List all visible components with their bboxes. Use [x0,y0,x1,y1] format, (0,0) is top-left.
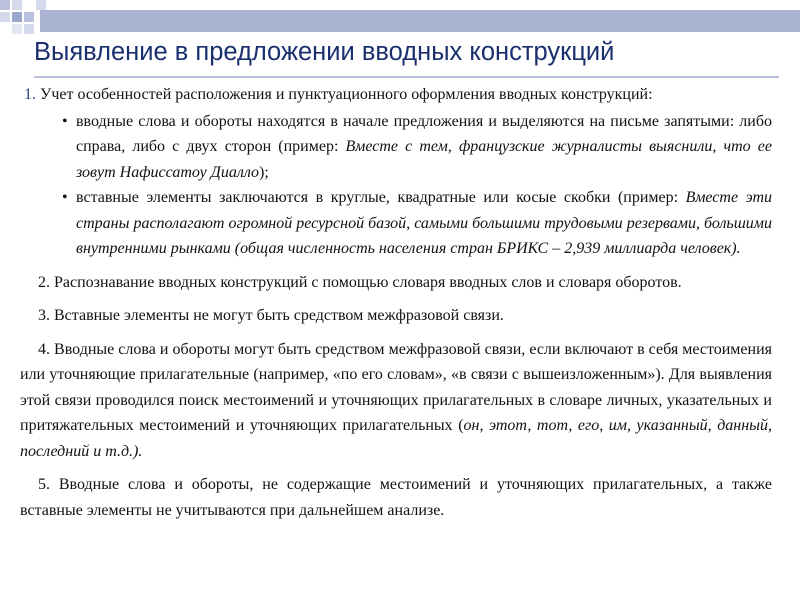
item-1-number: 1. [24,86,36,103]
header-band [40,10,800,32]
deco-square [36,0,46,10]
item-5: 5. Вводные слова и обороты, не содержащие местоимений и уточняющих прилагательных, а также вставные элементы не учитываются при дальнейшем анализе. [20,476,772,519]
bullet-example: Вместе с тем, французские журналисты выяснили, что ее зовут Нафиссатоу Диалло [76,138,772,181]
deco-square [12,12,22,22]
item-4-text: 4. Вводные слова и обороты могут быть средством межфразовой связи, если включают в себя местоимения или уточняющие прилагательные (например, «по его словам», «в связи с вышеизложенным»). Для выявления этой связи проводился поиск местоимений и уточняющих прилагательных в словаре личных, указательных и притяжательных местоимений и уточняющих прилагательных ( [20,340,772,434]
deco-square [24,12,34,22]
item-1-text: Учет особенностей расположения и пунктуационного оформления вводных конструкций: [40,86,653,103]
slide-title: Выявление в предложении вводных конструкций [34,38,615,66]
bullet-item [20,185,772,262]
deco-square [12,24,22,34]
bullet-example: Вместе эти страны располагают огромной ресурсной базой, самыми большими трудовыми резервами, большими внутренними рынками (общая численность населения стран БРИКС – 2,939 миллиарда человек). [76,189,772,257]
deco-square [0,12,10,22]
item-4 [20,337,772,465]
bullet-text: вводные слова и обороты находятся в начале предложения и выделяются на письме запятыми: либо справа, либо с двух сторон (пример: [76,112,772,155]
item-1 [20,82,772,108]
title-underline [34,76,779,78]
bullet-icon: • [62,112,68,130]
deco-square [24,24,34,34]
item-1-bullets [20,109,772,262]
bullet-tail: ); [259,163,269,181]
slide-body [20,82,772,523]
deco-square [12,0,22,10]
bullet-text: вставные элементы заключаются в круглые, квадратные или косые скобки (пример: [76,189,686,206]
header-decoration [0,0,800,40]
item-2: 2. Распознавание вводных конструкций с помощью словаря вводных слов и словаря оборотов. [38,273,682,291]
item-3: 3. Вставные элементы не могут быть средством межфразовой связи. [38,307,504,324]
bullet-icon: • [62,189,68,206]
bullet-item [20,109,772,186]
deco-square [0,0,10,10]
item-4-example: он, этот, тот, его, им, указанный, данный, последний и т.д.). [20,417,773,460]
